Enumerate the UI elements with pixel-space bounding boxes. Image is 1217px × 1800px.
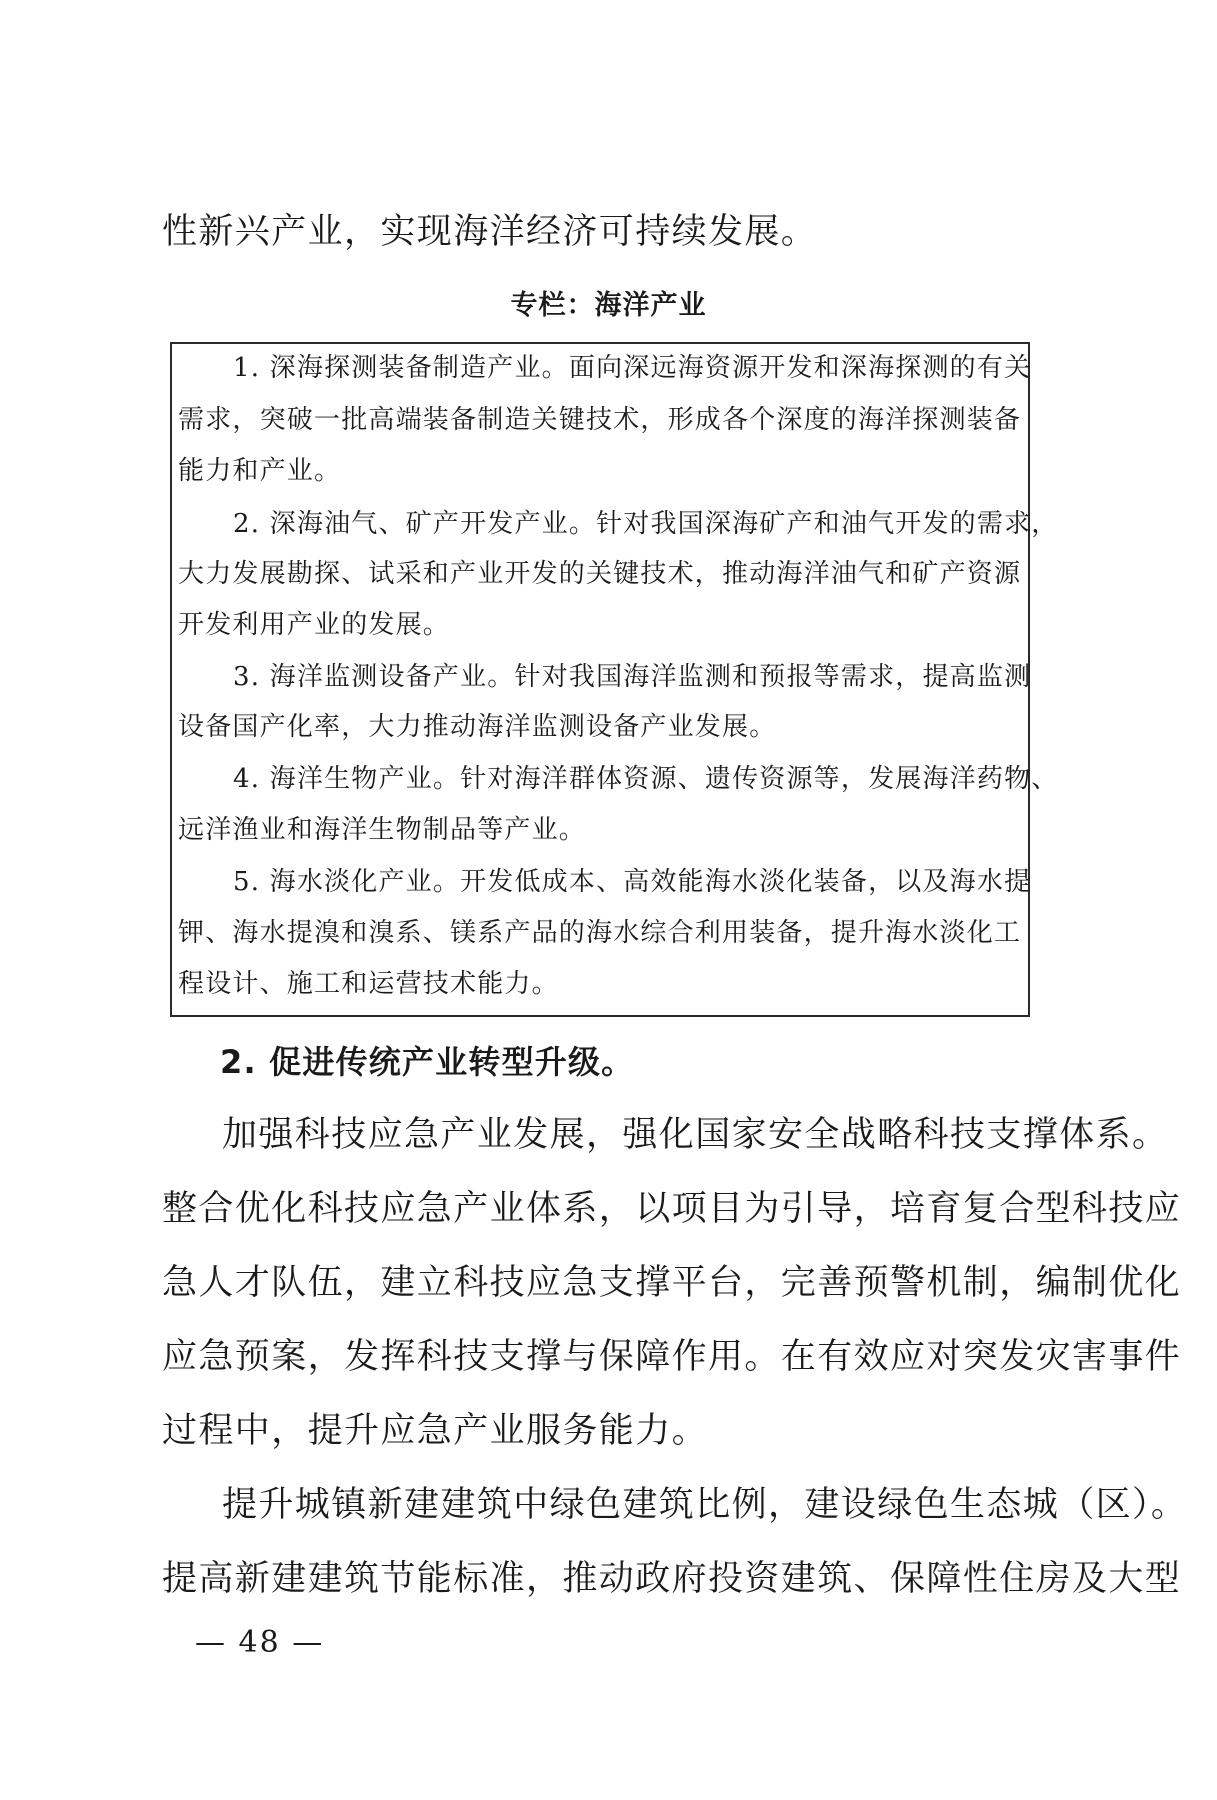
intro-line: 性新兴产业，实现海洋经济可持续发展。 (162, 212, 818, 252)
sidebar-line: 程设计、施工和运营技术能力。 (178, 969, 559, 999)
sidebar-line: 4. 海洋生物产业。针对海洋群体资源、遗传资源等，发展海洋药物、 (233, 764, 1059, 794)
sidebar-line: 开发利用产业的发展。 (178, 610, 451, 640)
sidebar-line: 3. 海洋监测设备产业。针对我国海洋监测和预报等需求，提高监测 (233, 662, 1032, 692)
paragraph-line: 加强科技应急产业发展，强化国家安全战略科技支撑体系。 (222, 1115, 1169, 1155)
paragraph-line: 应急预案，发挥科技支撑与保障作用。在有效应对突发灾害事件 (162, 1337, 1182, 1377)
paragraph-line: 过程中，提升应急产业服务能力。 (162, 1411, 709, 1451)
sidebar-line: 能力和产业。 (178, 456, 342, 486)
page-number: — 48 — (195, 1625, 325, 1660)
paragraph-line: 提高新建建筑节能标准，推动政府投资建筑、保障性住房及大型 (162, 1559, 1182, 1599)
sidebar-line: 大力发展勘探、试采和产业开发的关键技术，推动海洋油气和矿产资源 (178, 559, 1022, 589)
sidebar-line: 5. 海水淡化产业。开发低成本、高效能海水淡化装备，以及海水提 (233, 867, 1032, 897)
sidebar-line: 1. 深海探测装备制造产业。面向深远海资源开发和深海探测的有关 (233, 353, 1032, 383)
sidebar-line: 钾、海水提溴和溴系、镁系产品的海水综合利用装备，提升海水淡化工 (178, 918, 1022, 948)
section-heading: 2. 促进传统产业转型升级。 (220, 1043, 635, 1081)
sidebar-line: 需求，突破一批高端装备制造关键技术，形成各个深度的海洋探测装备 (178, 405, 1022, 435)
sidebar-title: 专栏：海洋产业 (510, 290, 707, 321)
paragraph-line: 整合优化科技应急产业体系，以项目为引导，培育复合型科技应 (162, 1189, 1182, 1229)
sidebar-line: 远洋渔业和海洋生物制品等产业。 (178, 815, 587, 845)
sidebar-line: 2. 深海油气、矿产开发产业。针对我国深海矿产和油气开发的需求， (233, 509, 1059, 539)
paragraph-line: 急人才队伍，建立科技应急支撑平台，完善预警机制，编制优化 (162, 1263, 1182, 1303)
paragraph-line: 提升城镇新建建筑中绿色建筑比例，建设绿色生态城（区）。 (222, 1485, 1188, 1525)
sidebar-line: 设备国产化率，大力推动海洋监测设备产业发展。 (178, 712, 777, 742)
